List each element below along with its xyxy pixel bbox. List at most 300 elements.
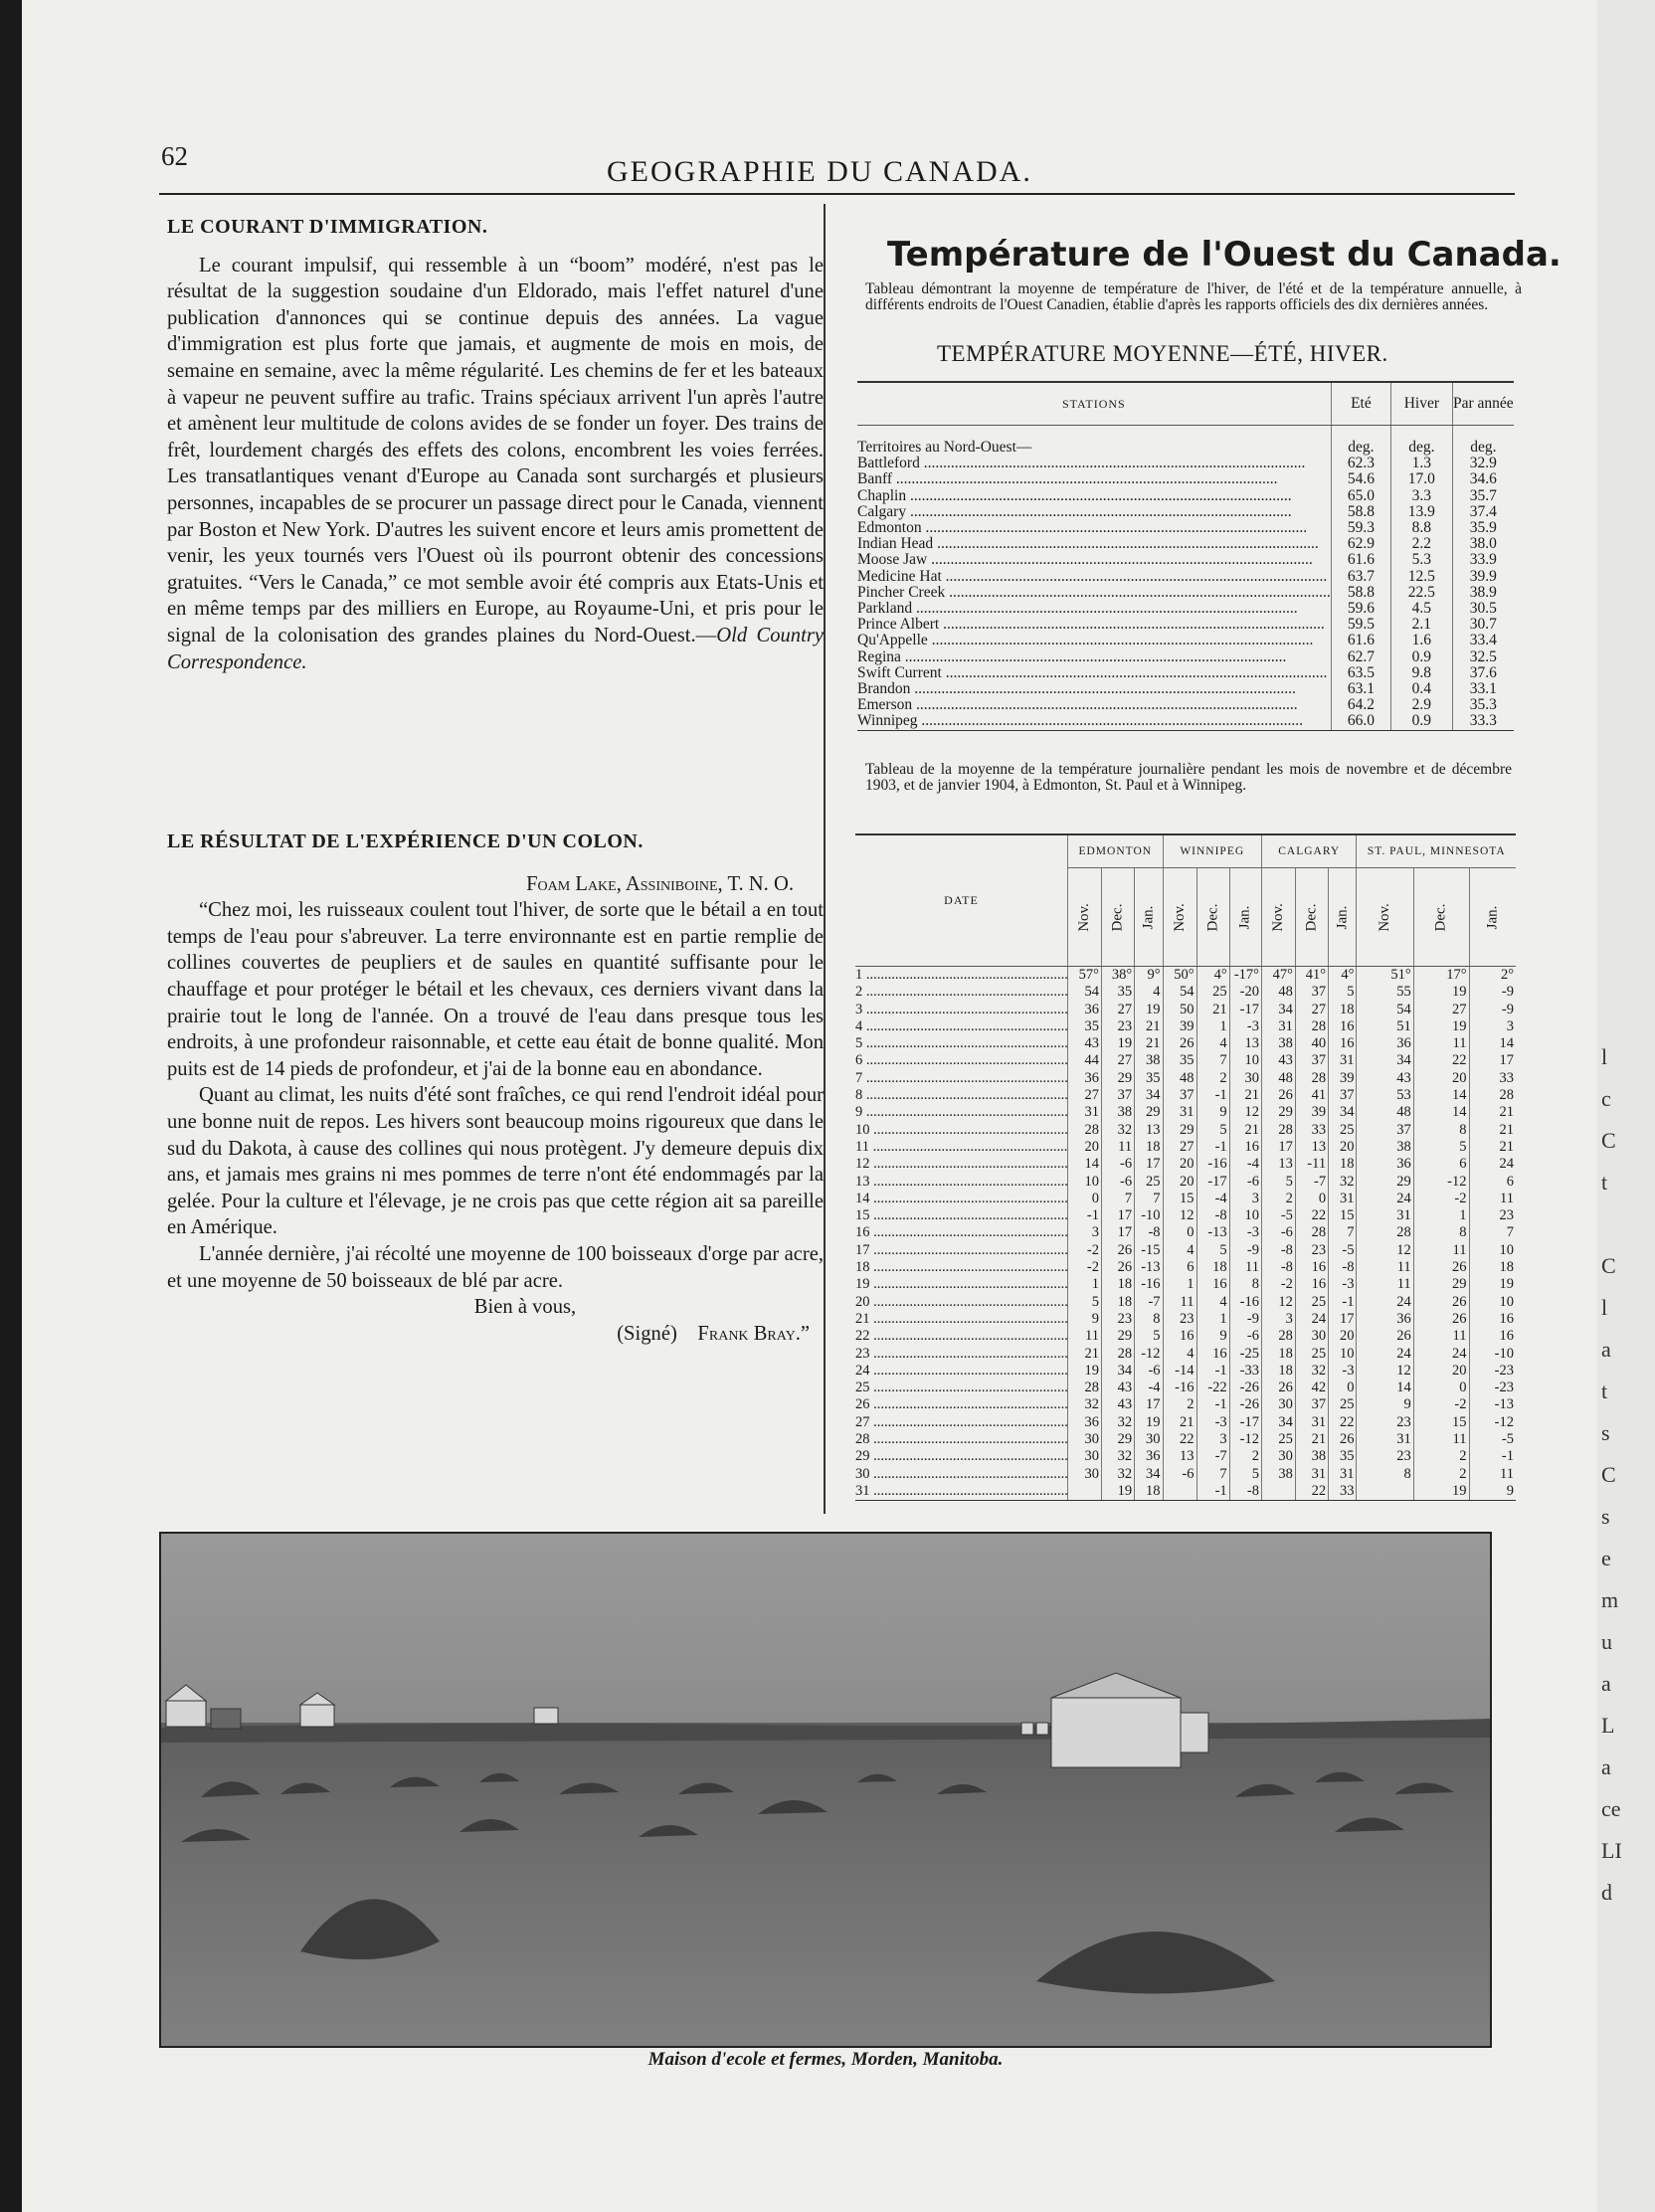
temperature-value: 20 [1163,1156,1196,1173]
temperature-value: 17 [1101,1207,1134,1224]
day-number: 14 ..... [855,1191,1068,1206]
temperature-value: -5 [1261,1207,1295,1224]
temperature-value: -25 [1229,1346,1261,1363]
temperature-value: 3 [1068,1224,1102,1241]
temperature-value: 11 [1413,1242,1469,1259]
temperature-value: 11 [1357,1259,1413,1276]
temperature-value: 19 [1469,1276,1516,1293]
temperature-value: 19 [1413,1483,1469,1501]
day-number: 7 ..... [855,1070,1068,1086]
temperature-value: 25 [1295,1346,1328,1363]
temperature-value: 11 [1229,1259,1261,1276]
temperature-value: 18 [1261,1346,1295,1363]
month-label: Nov. [1171,902,1188,932]
article-source: Old Country Correspondence. [167,624,824,673]
temperature-value: 10 [1469,1242,1516,1259]
temperature-value: 29 [1101,1431,1134,1448]
summer-value: 58.8 [1331,585,1390,601]
day-number: 10 ..... [855,1122,1068,1138]
temperature-value: 0 [1413,1380,1469,1396]
temperature-value: -6 [1163,1466,1196,1483]
temperature-value: 37 [1163,1087,1196,1104]
temperature-value: 31 [1329,1191,1357,1207]
temperature-value: 4 [1196,1035,1229,1052]
date-header: DATE [855,834,1068,967]
temperature-value: 51 [1357,1018,1413,1035]
station-name: Chaplin ..... [857,488,1292,504]
temperature-value: -3 [1229,1018,1261,1035]
temperature-value: 8 [1413,1224,1469,1241]
temperature-value: 14 [1357,1380,1413,1396]
temperature-value: 26 [1413,1294,1469,1311]
station-name: Qu'Appelle ..... [857,633,1313,648]
day-number: 8 ..... [855,1087,1068,1103]
month-header [1101,868,1134,967]
daily-row [855,1346,1516,1363]
temperature-value: 18 [1101,1276,1134,1293]
summer-value: 59.3 [1331,520,1390,536]
temperature-value: 35 [1329,1448,1357,1465]
temperature-value: 14 [1413,1104,1469,1121]
temperature-value: 32 [1295,1363,1328,1380]
temperature-value: 4 [1163,1242,1196,1259]
temperature-value: -12 [1229,1431,1261,1448]
temperature-value: 17 [1261,1139,1295,1156]
annual-value: 37.4 [1452,504,1514,520]
temperature-value: 36 [1068,1002,1102,1018]
temperature-value: 30 [1068,1466,1102,1483]
temperature-value: -1 [1196,1139,1229,1156]
temperature-value: 12 [1261,1294,1295,1311]
temperature-value: 26 [1261,1087,1295,1104]
station-name: Winnipeg ..... [857,713,1303,729]
temperature-value: 48 [1357,1104,1413,1121]
temperature-value: 28 [1295,1070,1328,1087]
temperature-value: 2° [1469,967,1516,985]
temperature-value: -22 [1196,1380,1229,1396]
temperature-value: 14 [1469,1035,1516,1052]
temperature-value: 13 [1135,1122,1163,1139]
temperature-value: -3 [1329,1276,1357,1293]
temperature-value: 26 [1357,1328,1413,1345]
temperature-value: 9° [1135,967,1163,985]
temperature-value: 11 [1469,1466,1516,1483]
temperature-value: 20 [1163,1174,1196,1191]
annual-value: 33.1 [1452,681,1514,697]
temperature-value: 15 [1413,1414,1469,1431]
daily-row [855,1191,1516,1207]
temperature-value: 34 [1261,1002,1295,1018]
city-header-edmonton: EDMONTON [1068,834,1164,868]
temperature-value: 43 [1068,1035,1102,1052]
daily-row [855,1139,1516,1156]
temperature-value: 32 [1329,1174,1357,1191]
temperature-subtitle: TEMPÉRATURE MOYENNE—ÉTÉ, HIVER. [937,341,1388,366]
station-row [857,713,1514,730]
temperature-value: -2 [1413,1396,1469,1413]
temperature-value: -5 [1329,1242,1357,1259]
temperature-value: -26 [1229,1380,1261,1396]
temperature-value: 17 [1101,1224,1134,1241]
temperature-value: 31 [1357,1207,1413,1224]
temperature-value: 16 [1329,1035,1357,1052]
station-row [857,649,1514,665]
temperature-value: 23 [1469,1207,1516,1224]
temperature-value: 7 [1196,1052,1229,1069]
station-row [857,665,1514,681]
month-label: Nov. [1269,902,1286,932]
temperature-value: 27 [1295,1002,1328,1018]
edge-text-fragment: C [1601,1253,1616,1278]
temperature-value: -23 [1469,1380,1516,1396]
temperature-value: 6 [1469,1174,1516,1191]
temperature-value: 19 [1413,984,1469,1001]
station-name: Edmonton ..... [857,520,1307,536]
group-label: Territoires au Nord-Ouest— [857,439,1032,456]
temperature-value: 24 [1357,1191,1413,1207]
temperature-value: 4 [1163,1346,1196,1363]
month-header [1163,868,1196,967]
month-label: Jan. [1140,905,1157,929]
temperature-value: 29 [1163,1122,1196,1139]
temperature-value: 21 [1229,1087,1261,1104]
temperature-value: 18 [1135,1483,1163,1501]
document-page [22,0,1603,2212]
station-name: Banff ..... [857,471,1278,487]
daily-row [855,967,1516,985]
article-body [167,253,824,676]
temperature-value: 26 [1163,1035,1196,1052]
letter-paragraph: L'année dernière, j'ai récolté une moyenne de 100 boisseaux d'orge par acre, et une moyenne de 50 boisseaux de blé par acre. [167,1242,824,1292]
temperature-value: 27 [1413,1002,1469,1018]
temperature-value: 18 [1261,1363,1295,1380]
daily-row [855,1414,1516,1431]
temperature-value: 14 [1068,1156,1102,1173]
day-number: 25 ..... [855,1380,1068,1395]
temperature-value: 21 [1229,1122,1261,1139]
station-name: Brandon ..... [857,681,1296,697]
annual-value: 38.0 [1452,536,1514,552]
temperature-value: 9 [1068,1311,1102,1328]
edge-text-fragment: d [1601,1880,1612,1905]
temperature-value: 27 [1101,1052,1134,1069]
edge-text-fragment: s [1601,1420,1610,1445]
daily-row [855,1363,1516,1380]
temperature-value: -8 [1261,1242,1295,1259]
temperature-value: 19 [1101,1035,1134,1052]
month-label: Dec. [1303,903,1320,931]
day-number: 4 ..... [855,1018,1068,1034]
edge-text-fragment: t [1601,1379,1608,1403]
page-number: 62 [161,141,188,171]
daily-row [855,1224,1516,1241]
temperature-value: 19 [1068,1363,1102,1380]
column-header: STATIONS [857,382,1331,426]
temperature-value: 48 [1261,984,1295,1001]
winter-value: 2.2 [1391,536,1453,552]
temperature-value: 34 [1261,1414,1295,1431]
temperature-value: 8 [1357,1466,1413,1483]
temperature-value: 55 [1357,984,1413,1001]
temperature-value: 0 [1329,1380,1357,1396]
month-header [1413,868,1469,967]
temperature-value: 19 [1135,1002,1163,1018]
daily-row [855,1035,1516,1052]
column-header: Hiver [1391,382,1453,426]
temperature-value: 20 [1329,1139,1357,1156]
temperature-value: -16 [1135,1276,1163,1293]
temperature-value: 19 [1135,1414,1163,1431]
summer-value: 59.5 [1331,617,1390,633]
temperature-value: 36 [1357,1311,1413,1328]
temperature-value: 8 [1229,1276,1261,1293]
month-header [1196,868,1229,967]
temperature-value: 33 [1469,1070,1516,1087]
temperature-value: 9 [1196,1104,1229,1121]
station-row [857,504,1514,520]
temperature-value [1261,1483,1295,1501]
temperature-value: 18 [1196,1259,1229,1276]
day-number: 9 ..... [855,1104,1068,1120]
column-header: Par année [1452,382,1514,426]
article-title: LE COURANT D'IMMIGRATION. [167,216,488,238]
month-label: Jan. [1484,905,1501,929]
temperature-value: 38 [1295,1448,1328,1465]
daily-row [855,1259,1516,1276]
temperature-value: 32 [1068,1396,1102,1413]
temperature-value: 17 [1469,1052,1516,1069]
temperature-value: 24 [1413,1346,1469,1363]
daily-row [855,1380,1516,1396]
temperature-value: 0 [1163,1224,1196,1241]
column-divider [824,204,826,1514]
temperature-value: 4° [1196,967,1229,985]
temperature-value: 28 [1068,1122,1102,1139]
day-number: 27 ..... [855,1414,1068,1430]
station-name: Battleford ..... [857,456,1305,471]
annual-value: 38.9 [1452,585,1514,601]
winter-value: 12.5 [1391,569,1453,585]
annual-value: 30.7 [1452,617,1514,633]
temperature-value: 13 [1229,1035,1261,1052]
temperature-value: 31 [1295,1414,1328,1431]
station-name: Prince Albert ..... [857,617,1325,633]
day-number: 2 ..... [855,984,1068,1000]
temperature-value: 8 [1413,1122,1469,1139]
temperature-value: 34 [1135,1466,1163,1483]
winter-value: 5.3 [1391,552,1453,568]
temperature-value: 14 [1413,1087,1469,1104]
temperature-value: -26 [1229,1396,1261,1413]
temperature-value: 35 [1068,1018,1102,1035]
annual-value: 37.6 [1452,665,1514,681]
temperature-value: 3 [1229,1191,1261,1207]
daily-row [855,1104,1516,1121]
temperature-value: -1 [1068,1207,1102,1224]
station-row [857,617,1514,633]
temperature-value: 38 [1135,1052,1163,1069]
daily-row [855,1207,1516,1224]
temperature-value: 21 [1469,1104,1516,1121]
temperature-value: 12 [1163,1207,1196,1224]
winter-value: 4.5 [1391,601,1453,617]
temperature-value: -1 [1196,1396,1229,1413]
temperature-value: 50 [1163,1002,1196,1018]
temperature-value: 21 [1135,1018,1163,1035]
daily-row [855,1070,1516,1087]
summer-value: 63.7 [1331,569,1390,585]
winter-value: 2.9 [1391,697,1453,713]
temperature-value: 22 [1295,1207,1328,1224]
daily-table-note: Tableau de la moyenne de la température journalière pendant les mois de novembre et de décembre 1903, et de janvier 1904, à Edmonton, St. Paul et à Winnipeg. [865,761,1512,794]
annual-value: 35.9 [1452,520,1514,536]
temperature-value: -9 [1469,1002,1516,1018]
temperature-value: -9 [1229,1311,1261,1328]
temperature-value: 48 [1163,1070,1196,1087]
edge-text-fragment: u [1601,1629,1612,1654]
month-label: Nov. [1075,902,1092,932]
temperature-value: 50° [1163,967,1196,985]
temperature-value: 54 [1068,984,1102,1001]
station-row [857,633,1514,648]
temperature-value: 30 [1261,1448,1295,1465]
winter-value: 2.1 [1391,617,1453,633]
temperature-value: -4 [1135,1380,1163,1396]
temperature-value: -7 [1196,1448,1229,1465]
winter-value: 8.8 [1391,520,1453,536]
temperature-value: 37 [1101,1087,1134,1104]
temperature-value: 26 [1101,1242,1134,1259]
temperature-value: -15 [1135,1242,1163,1259]
temperature-value: 17° [1413,967,1469,985]
temperature-value: -6 [1229,1174,1261,1191]
month-header [1135,868,1163,967]
temperature-value: 6 [1163,1259,1196,1276]
temperature-value: 13 [1295,1139,1328,1156]
station-name: Moose Jaw ..... [857,552,1313,568]
temperature-value [1357,1483,1413,1501]
annual-value: 32.9 [1452,456,1514,471]
month-label: Jan. [1334,905,1351,929]
temperature-value: -2 [1261,1276,1295,1293]
temperature-value: 28 [1068,1380,1102,1396]
temperature-value: 3 [1469,1018,1516,1035]
station-name: Indian Head ..... [857,536,1319,552]
temperature-value: -6 [1101,1156,1134,1173]
temperature-value: 9 [1469,1483,1516,1501]
annual-value: 35.3 [1452,697,1514,713]
temperature-value: 25 [1329,1122,1357,1139]
daily-row [855,1431,1516,1448]
temperature-value: 22 [1163,1431,1196,1448]
temperature-value: 43 [1101,1380,1134,1396]
temperature-value: -3 [1229,1224,1261,1241]
station-name: Regina ..... [857,649,1286,665]
winter-value: 0.9 [1391,713,1453,730]
temperature-value: 13 [1163,1448,1196,1465]
month-label: Dec. [1432,903,1449,931]
temperature-value: 18 [1101,1294,1134,1311]
temperature-value: 31 [1068,1104,1102,1121]
day-number: 12 ..... [855,1156,1068,1172]
temperature-value: 4° [1329,967,1357,985]
temperature-value: 30 [1229,1070,1261,1087]
temperature-value: 2 [1163,1396,1196,1413]
temperature-value: 32 [1101,1466,1134,1483]
temperature-value: 39 [1295,1104,1328,1121]
temperature-value: 38 [1261,1466,1295,1483]
temperature-value: 33 [1295,1122,1328,1139]
city-header-st-paul: ST. PAUL, MINNESOTA [1357,834,1516,868]
month-label: Dec. [1204,903,1221,931]
temperature-value: 7 [1101,1191,1134,1207]
temperature-value [1163,1483,1196,1501]
temperature-value: 28 [1101,1346,1134,1363]
temperature-value: 28 [1261,1122,1295,1139]
station-name: Medicine Hat ..... [857,569,1327,585]
temperature-value: 9 [1357,1396,1413,1413]
day-number: 13 ..... [855,1174,1068,1190]
day-number: 28 ..... [855,1431,1068,1447]
column-header: Eté [1331,382,1390,426]
temperature-value: 20 [1068,1139,1102,1156]
station-row [857,488,1514,504]
winter-value: 17.0 [1391,471,1453,487]
temperature-value: 17 [1329,1311,1357,1328]
temperature-value: 31 [1329,1052,1357,1069]
temperature-value: 5 [1413,1139,1469,1156]
temperature-value: 30 [1068,1431,1102,1448]
annual-value: 33.9 [1452,552,1514,568]
month-header [1261,868,1295,967]
daily-row [855,1174,1516,1191]
temperature-value: 41° [1295,967,1328,985]
temperature-value: 11 [1068,1328,1102,1345]
station-name: Calgary ..... [857,504,1292,520]
temperature-value: 19 [1101,1483,1134,1501]
station-row [857,585,1514,601]
temperature-value: 16 [1329,1018,1357,1035]
month-header [1068,868,1102,967]
temperature-value: 34 [1135,1087,1163,1104]
temperature-value: 29 [1101,1328,1134,1345]
temperature-value: -6 [1261,1224,1295,1241]
annual-value: 33.4 [1452,633,1514,648]
temperature-value: 35 [1163,1052,1196,1069]
temperature-value: -2 [1413,1191,1469,1207]
temperature-value: -6 [1101,1174,1134,1191]
station-name: Parkland ..... [857,601,1298,617]
daily-row [855,1156,1516,1173]
temperature-value: 16 [1196,1276,1229,1293]
article-colon [167,829,824,1347]
temperature-value: 23 [1357,1414,1413,1431]
summer-value: 59.6 [1331,601,1390,617]
temperature-value: 22 [1413,1052,1469,1069]
edge-text-fragment: LI [1601,1838,1622,1863]
summer-value: 62.3 [1331,456,1390,471]
temperature-value: 11 [1357,1276,1413,1293]
letter-paragraph: Quant au climat, les nuits d'été sont fraîches, ce qui rend l'endroit idéal pour une bonne nuit de repos. Les hivers sont beaucoup moins rigoureux que dans le sud du Dakota, à cause des collines qui nous protègent. J'y demeure depuis dix ans, et jamais mes grains ni mes pommes de terre n'ont été endommagés par la gelée. Pour la culture et l'élevage, je ne crois pas que cette région ait sa pareille en Amérique. [167,1084,824,1239]
temperature-value: -10 [1469,1346,1516,1363]
temperature-value: 23 [1101,1311,1134,1328]
photo-caption: Maison d'ecole et fermes, Morden, Manitoba. [647,2049,1004,2070]
temperature-value: 38 [1101,1104,1134,1121]
temperature-value: 24 [1357,1346,1413,1363]
temperature-value: 25 [1261,1431,1295,1448]
temperature-value: -17 [1229,1414,1261,1431]
temperature-value: -7 [1295,1174,1328,1191]
